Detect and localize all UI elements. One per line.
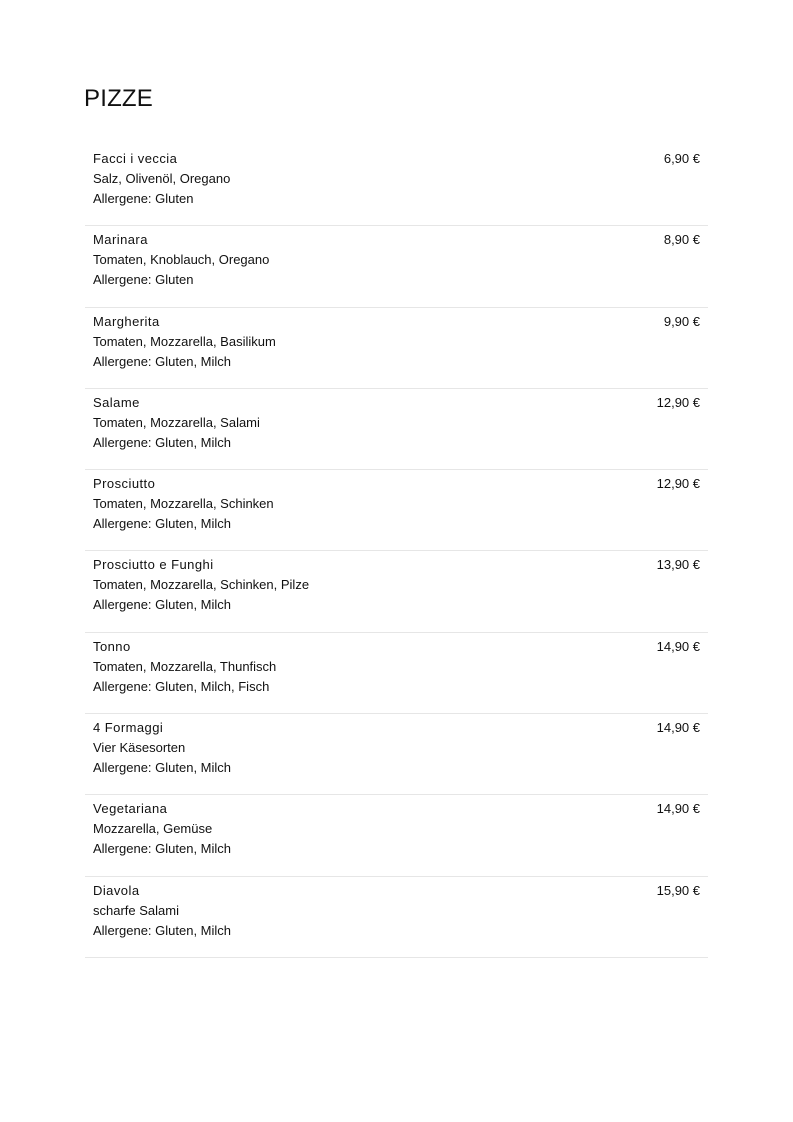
item-price: 12,90 € xyxy=(656,394,700,410)
menu-item xyxy=(85,145,708,226)
item-allergens: Allergene: Gluten xyxy=(93,272,194,288)
menu-item xyxy=(85,795,708,876)
item-price: 6,90 € xyxy=(663,151,700,166)
item-ingredients: Vier Käsesorten xyxy=(93,740,186,756)
item-price: 9,90 € xyxy=(663,313,700,329)
item-price: 14,90 € xyxy=(656,720,700,736)
item-price: 8,90 € xyxy=(663,232,700,248)
item-price: 14,90 € xyxy=(656,801,700,817)
menu-item xyxy=(85,551,708,632)
item-allergens: Allergene: Gluten xyxy=(93,191,194,206)
menu-item xyxy=(85,308,708,389)
item-name: Vegetariana xyxy=(93,801,168,817)
item-name: Salame xyxy=(93,394,140,410)
item-price: 15,90 € xyxy=(656,882,700,898)
item-ingredients: Tomaten, Mozzarella, Schinken xyxy=(93,496,274,512)
item-ingredients: Tomaten, Mozzarella, Schinken, Pilze xyxy=(93,577,310,593)
item-name: Facci i veccia xyxy=(93,151,178,166)
item-name: Marinara xyxy=(93,232,148,248)
item-name: Prosciutto e Funghi xyxy=(93,557,214,573)
item-allergens: Allergene: Gluten, Milch xyxy=(93,434,232,450)
menu-item xyxy=(85,633,708,714)
item-ingredients: Tomaten, Mozzarella, Basilikum xyxy=(93,333,276,349)
menu-list xyxy=(85,145,708,958)
item-allergens: Allergene: Gluten, Milch xyxy=(93,922,232,938)
item-allergens: Allergene: Gluten, Milch xyxy=(93,760,232,776)
item-allergens: Allergene: Gluten, Milch xyxy=(93,353,232,369)
item-ingredients: scharfe Salami xyxy=(93,902,179,918)
item-price: 13,90 € xyxy=(656,557,700,573)
item-ingredients: Tomaten, Mozzarella, Thunfisch xyxy=(93,658,277,674)
item-allergens: Allergene: Gluten, Milch xyxy=(93,841,232,857)
item-price: 12,90 € xyxy=(656,476,700,492)
menu-item xyxy=(85,714,708,795)
menu-item xyxy=(85,389,708,470)
menu-item xyxy=(85,877,708,958)
item-ingredients: Salz, Olivenöl, Oregano xyxy=(93,171,231,186)
item-name: Diavola xyxy=(93,882,140,898)
item-allergens: Allergene: Gluten, Milch xyxy=(93,597,232,613)
item-price: 14,90 € xyxy=(656,638,700,654)
item-ingredients: Tomaten, Knoblauch, Oregano xyxy=(93,252,270,268)
item-name: Prosciutto xyxy=(93,476,156,492)
item-allergens: Allergene: Gluten, Milch, Fisch xyxy=(93,678,270,694)
item-allergens: Allergene: Gluten, Milch xyxy=(93,516,232,532)
item-name: Tonno xyxy=(93,638,131,654)
item-name: Margherita xyxy=(93,313,160,329)
item-ingredients: Mozzarella, Gemüse xyxy=(93,821,213,837)
menu-item xyxy=(85,470,708,551)
item-ingredients: Tomaten, Mozzarella, Salami xyxy=(93,414,260,430)
menu-item xyxy=(85,226,708,307)
item-name: 4 Formaggi xyxy=(93,720,164,736)
page-title: PIZZE xyxy=(84,85,154,112)
